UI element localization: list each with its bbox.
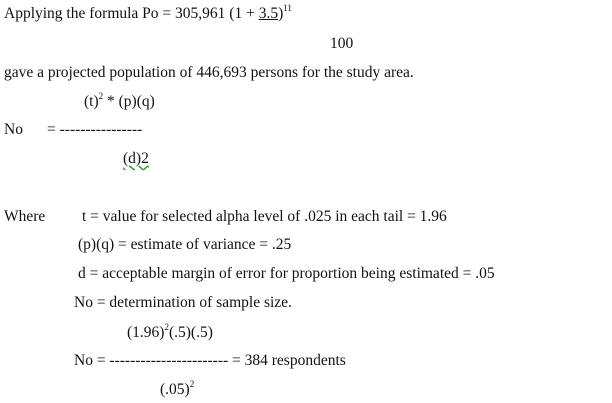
- formula-close: ): [278, 5, 284, 22]
- numerator-t-exponent: 2: [98, 91, 104, 101]
- formula-rate: 3.5: [258, 5, 279, 22]
- sample-formula-denominator: (d)2: [123, 150, 149, 167]
- calculation-denominator: [160, 381, 194, 400]
- formula-prefix: Applying the formula Po = 305,961 (1 +: [4, 5, 259, 22]
- projection-sentence: gave a projected population of 446,693 persons for the study area.: [4, 64, 414, 81]
- sample-formula-denominator-wrap: [123, 150, 149, 168]
- calculation-numerator: [127, 324, 213, 343]
- calc-num-base: (1.96): [127, 324, 165, 341]
- formula-line: [4, 5, 292, 24]
- definition-no: No = determination of sample size.: [74, 294, 292, 311]
- sample-formula-lhs: No: [4, 121, 23, 138]
- sample-formula-fraction-bar: = ----------------: [47, 121, 143, 138]
- calc-num-exponent: 2: [164, 322, 169, 332]
- calc-den-base: (.05): [160, 381, 190, 398]
- numerator-t: (t): [84, 93, 99, 110]
- calc-num-rest: (.5)(.5): [168, 324, 213, 341]
- definition-pq: (p)(q) = estimate of variance = .25: [78, 236, 292, 253]
- definition-t: t = value for selected alpha level of .025 in each tail = 1.96: [82, 208, 447, 225]
- formula-exponent: 11: [283, 3, 292, 13]
- calc-den-exponent: 2: [189, 379, 195, 389]
- calculation-result: No = ----------------------- = 384 respondents: [74, 352, 346, 369]
- where-label: Where: [4, 208, 46, 225]
- sample-formula-numerator: [84, 93, 155, 112]
- numerator-pq: * (p)(q): [103, 93, 155, 110]
- definition-d: d = acceptable margin of error for proportion being estimated = .05: [78, 265, 495, 282]
- formula-denominator: 100: [330, 35, 354, 52]
